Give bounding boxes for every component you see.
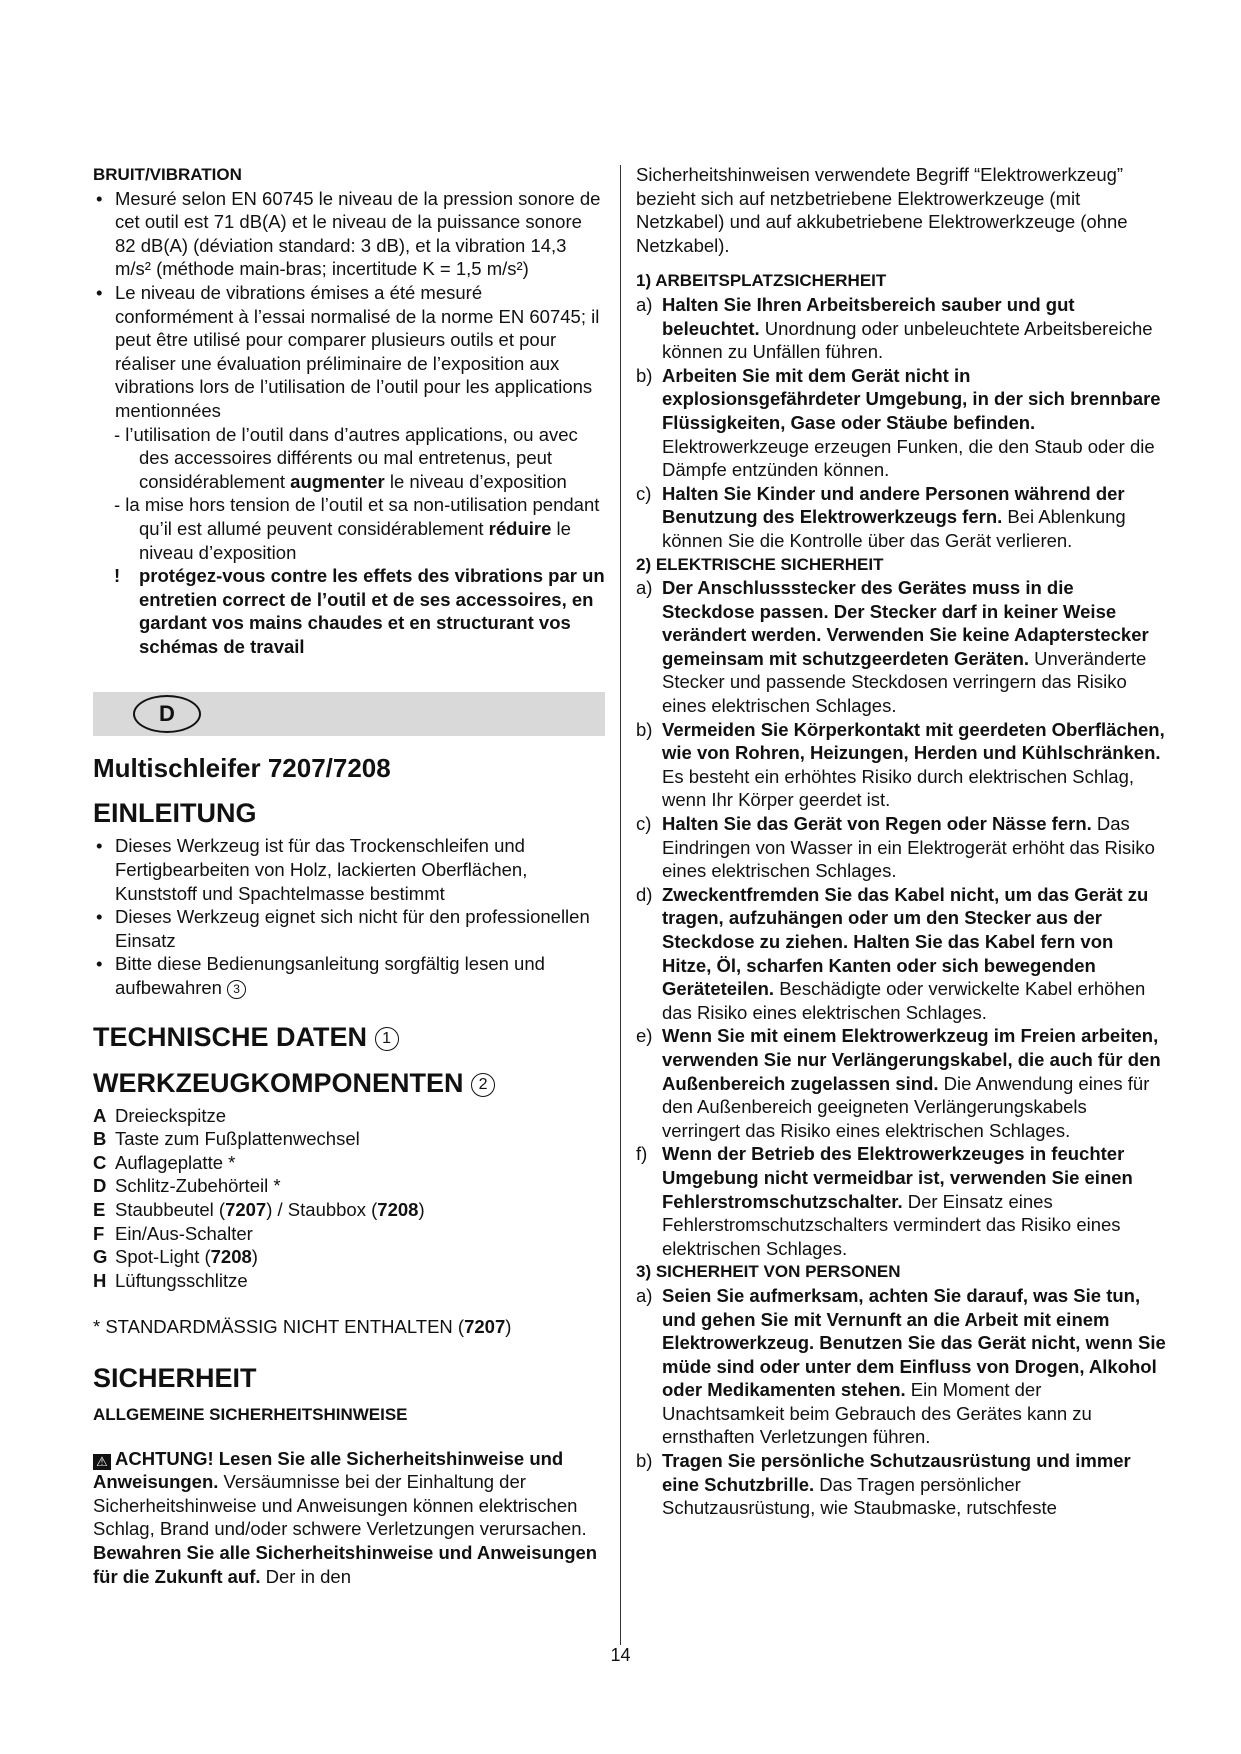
right-column [636, 163, 1166, 1520]
list-item: f) Wenn der Betrieb des Elektrowerkzeuges in feuchter Umgebung nicht vermeidbar ist, verwenden Sie einen Fehlerstromschutzschalter. Der Einsatz eines Fehlerstromschutzschalters vermindert das Risiko eines elektrischen Schlages. [636, 1143, 1133, 1259]
language-badge-d: D [133, 695, 201, 733]
sicherheit-heading: SICHERHEIT [93, 1362, 257, 1393]
technische-daten-heading: TECHNISCHE DATEN 1 [93, 1020, 605, 1054]
component-item: A Dreieckspitze [93, 1104, 227, 1126]
column-divider [620, 165, 621, 1645]
list-item: a) Halten Sie Ihren Arbeitsbereich sauber und gut beleuchtet. Unordnung oder unbeleuchtete Arbeitsbereiche können zu Unfällen führen. [636, 293, 1153, 363]
figure-ref-2: 2 [471, 1073, 495, 1097]
bruit-vibration-heading: BRUIT/VIBRATION [93, 165, 242, 184]
figure-ref-1: 1 [375, 1027, 399, 1051]
exclamation-icon: ! [114, 565, 121, 587]
list-item: d) Zweckentfremden Sie das Kabel nicht, um das Gerät zu tragen, aufzuhängen oder um den Stecker aus der Steckdose zu ziehen. Halten Sie das Kabel fern von Hitze, Öl, scharfen Kanten oder sich bewegenden Geräteteilen. Beschädigte oder verwickelte Kabel erhöhen das Risiko eines elektrischen Schlages. [636, 883, 1149, 1023]
section-2-heading: 2) ELEKTRISCHE SICHERHEIT [636, 554, 884, 574]
list-item: b) Arbeiten Sie mit dem Gerät nicht in explosionsgefährdeter Umgebung, in der sich brennbare Flüssigkeiten, Gase oder Stäube befinden. Elektrowerkzeuge erzeugen Funken, die den Staub oder die Dämpfe entzünden können. [636, 364, 1161, 481]
bullet-noise-measurement: • Mesuré selon EN 60745 le niveau de la pression sonore de cet outil est 71 dB(A) et le niveau de la puissance sonore 82 dB(A) (déviation standard: 3 dB), et la vibration 14,3 m/s² (méthode main-bras; incertitude K = 1,5 m/s²) [93, 187, 605, 281]
component-item: B Taste zum Fußplattenwechsel [93, 1128, 360, 1150]
list-item: a) Der Anschlussstecker des Gerätes muss in die Steckdose passen. Der Stecker darf in keiner Weise verändert werden. Verwenden Sie keine Adapterstecker gemeinsam mit schutzgeerdeten Geräten. Unveränderte Stecker und passende Steckdosen verringern das Risiko eines elektrischen Schlages. [636, 577, 1149, 717]
component-item: H Lüftungsschlitze [93, 1269, 248, 1291]
intro-paragraph: Sicherheitshinweisen verwendete Begriff “Elektrowerkzeug” bezieht sich auf netzbetriebene Elektrowerkzeuge (mit Netzkabel) und auf akkubetriebene Elektrowerkzeuge (ohne Netzkabel). [636, 164, 1128, 256]
component-item: F Ein/Aus-Schalter [93, 1222, 253, 1244]
language-band [93, 692, 605, 736]
dash-item-reduce: - la mise hors tension de l’outil et sa non-utilisation pendant qu’il est allumé peuvent considérablement réduire le niveau d’exposition [114, 494, 600, 563]
list-item: e) Wenn Sie mit einem Elektrowerkzeug im Freien arbeiten, verwenden Sie nur Verlängerungskabel, die auch für den Außenbereich zugelassen sind. Die Anwendung eines für den Außenbereich geeigneten Verlängerungskabels verringert das Risiko eines elektrischen Schlages. [636, 1025, 1161, 1141]
achtung-paragraph: ⚠ ACHTUNG! Lesen Sie alle Sicherheitshinweise und Anweisungen. Versäumnisse bei der Einhaltung der Sicherheitshinweise und Anweisungen können elektrischen Schlag, Brand und/oder schwere Verletzungen verursachen. Bewahren Sie alle Sicherheitshinweise und Anweisungen für die Zukunft auf. Der in den [93, 1447, 598, 1587]
list-item: b) Tragen Sie persönliche Schutzausrüstung und immer eine Schutzbrille. Das Tragen persönlicher Schutzausrüstung, wie Staubmaske, rutschfeste [636, 1450, 1131, 1519]
einleitung-heading: EINLEITUNG [93, 798, 257, 829]
allgemeine-heading: ALLGEMEINE SICHERHEITSHINWEISE [93, 1404, 408, 1424]
list-item: • Dieses Werkzeug eignet sich nicht für den professionellen Einsatz [93, 905, 605, 952]
page-number: 14 [610, 1645, 631, 1665]
warning-icon: ⚠ [93, 1454, 111, 1470]
component-item: D Schlitz-Zubehörteil * [93, 1175, 281, 1197]
section-3-heading: 3) SICHERHEIT VON PERSONEN [636, 1262, 901, 1282]
list-item: • Dieses Werkzeug ist für das Trockenschleifen und Fertigbearbeiten von Holz, lackierten Oberflächen, Kunststoff und Spachtelmasse bestimmt [93, 834, 605, 905]
dash-item-increase: - l’utilisation de l’outil dans d’autres applications, ou avec des accessoires différents ou mal entretenus, peut considérablement augmenter le niveau d’exposition [114, 423, 578, 492]
werkzeugkomponenten-heading: WERKZEUGKOMPONENTEN 2 [93, 1066, 605, 1100]
figure-ref-3: 3 [227, 980, 246, 999]
vibration-warning: ! protégez-vous contre les effets des vibrations par un entretien correct de l’outil et de ses accessoires, en gardant vos mains chaudes et en structurant vos schémas de travail [114, 565, 605, 657]
component-item: G Spot-Light (7208) [93, 1246, 258, 1268]
bullet-vibration-level: • Le niveau de vibrations émises a été mesuré conformément à l’essai normalisé de la norme EN 60745; il peut être utilisé pour comparer plusieurs outils et pour réaliser une évaluation préliminaire de l’exposition aux vibrations lors de l’utilisation de l’outil pour les applications mentionnées [93, 281, 605, 423]
component-list [93, 1104, 605, 1293]
list-item: c) Halten Sie Kinder und andere Personen während der Benutzung des Elektrowerkzeugs fern. Bei Ablenkung können Sie die Kontrolle über das Gerät verlieren. [636, 482, 1126, 551]
component-item: E Staubbeutel (7207) / Staubbox (7208) [93, 1199, 425, 1220]
list-item: • Bitte diese Bedienungsanleitung sorgfältig lesen und aufbewahren 3 [93, 952, 605, 999]
product-title: Multischleifer 7207/7208 [93, 753, 391, 784]
section-1-heading: 1) ARBEITSPLATZSICHERHEIT [636, 271, 887, 291]
list-item: c) Halten Sie das Gerät von Regen oder Nässe fern. Das Eindringen von Wasser in ein Elektrogerät erhöht das Risiko eines elektrischen Schlages. [636, 813, 1155, 882]
left-column [93, 163, 605, 1588]
standard-note: * STANDARDMÄSSIG NICHT ENTHALTEN (7207) [93, 1316, 512, 1338]
list-item: a) Seien Sie aufmerksam, achten Sie darauf, was Sie tun, und gehen Sie mit Vernunft an die Arbeit mit einem Elektrowerkzeug. Benutzen Sie das Gerät nicht, wenn Sie müde sind oder unter dem Einfluss von Drogen, Alkohol oder Medikamenten stehen. Ein Moment der Unachtsamkeit beim Gebrauch des Gerätes kann zu ernsthaften Verletzungen führen. [636, 1284, 1166, 1448]
component-item: C Auflageplatte * [93, 1151, 236, 1173]
list-item: b) Vermeiden Sie Körperkontakt mit geerdeten Oberflächen, wie von Rohren, Heizungen, Herden und Kühlschränken. Es besteht ein erhöhtes Risiko durch elektrischen Schlag, wenn Ihr Körper geerdet ist. [636, 718, 1165, 811]
